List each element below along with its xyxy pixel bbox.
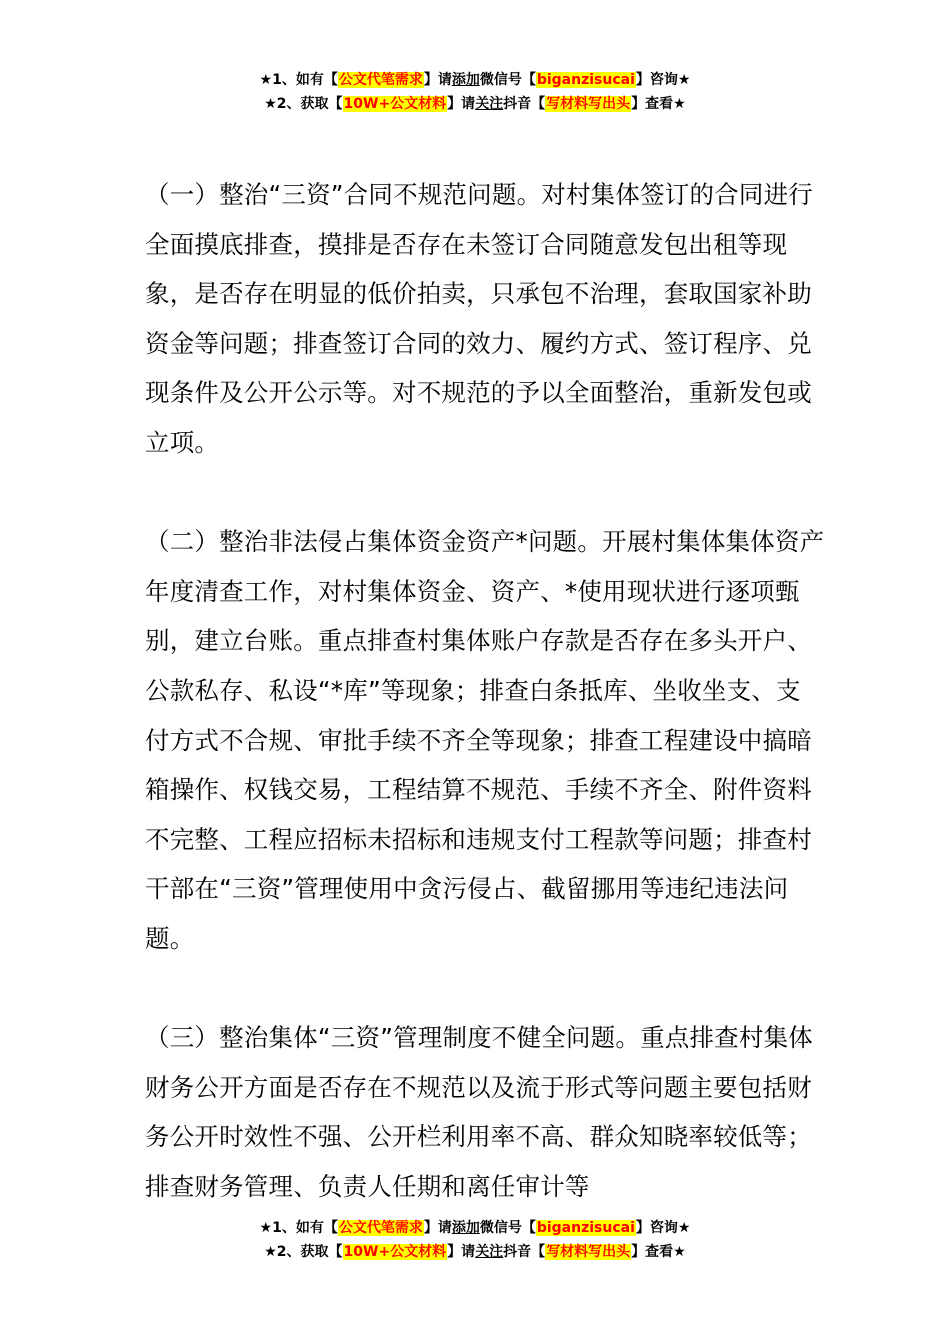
header-banner xyxy=(0,68,950,116)
banner-text: 抖音【 xyxy=(503,1244,546,1260)
banner-text: 】请 xyxy=(423,1220,452,1236)
banner-highlight: 10W+公文材料 xyxy=(343,1244,447,1260)
banner-text: 】查看★ xyxy=(631,96,686,112)
banner-text: 】咨询★ xyxy=(635,72,691,88)
banner-text: 】请 xyxy=(447,1244,476,1260)
paragraph-1: （一）整治“三资”合同不规范问题。对村集体签订的合同进行全面摸底排查，摸排是否存在未签订合同随意发包出租等现象，是否存在明显的低价拍卖，只承包不治理，套取国家补助资金等问题；排查签订合同的效力、履约方式、签订程序、兑现条件及公开公示等。对不规范的予以全面整治，重新发包或立项。 xyxy=(145,180,813,457)
banner-text: ★1、如有【 xyxy=(259,1220,338,1236)
banner-highlight: 公文代笔需求 xyxy=(338,72,423,88)
footer-banner xyxy=(0,1216,950,1264)
banner-highlight: 写材料写出头 xyxy=(546,96,631,112)
banner-underline: 添加 xyxy=(451,1220,480,1236)
banner-highlight: biganzisucai xyxy=(536,1220,635,1236)
banner-highlight: 10W+公文材料 xyxy=(343,96,447,112)
banner-text: 微信号【 xyxy=(479,72,536,88)
banner-text: ★1、如有【 xyxy=(259,72,338,88)
document-body xyxy=(145,170,825,1261)
banner-highlight: 写材料写出头 xyxy=(546,1244,631,1260)
banner-text: 抖音【 xyxy=(503,96,546,112)
banner-highlight: 公文代笔需求 xyxy=(338,1220,423,1236)
banner-underline: 添加 xyxy=(451,72,480,88)
banner-text: 】咨询★ xyxy=(635,1220,691,1236)
banner-text: 】请 xyxy=(423,72,452,88)
banner-text: 微信号【 xyxy=(479,1220,536,1236)
paragraph-2: （二）整治非法侵占集体资金资产*问题。开展村集体集体资产年度清查工作，对村集体资金、资产、*使用现状进行逐项甄别，建立台账。重点排查村集体账户存款是否存在多头开户、公款私存、私设“*库”等现象；排查白条抵库、坐收坐支、支付方式不合规、审批手续不齐全等现象；排查工程建设中搞暗箱操作、权钱交易，工程结算不规范、手续不齐全、附件资料不完整、工程应招标未招标和违规支付工程款等问题；排查村干部在“三资”管理使用中贪污侵占、截留挪用等违纪违法问题。 xyxy=(145,527,825,953)
banner-text: ★2、获取【 xyxy=(264,96,343,112)
banner-line-2 xyxy=(0,1240,950,1264)
banner-text: ★2、获取【 xyxy=(264,1244,343,1260)
banner-text: 】请 xyxy=(447,96,476,112)
banner-underline: 关注 xyxy=(475,96,504,112)
banner-line-1 xyxy=(0,68,950,92)
banner-line-2 xyxy=(0,92,950,116)
banner-line-1 xyxy=(0,1216,950,1240)
banner-underline: 关注 xyxy=(475,1244,504,1260)
banner-highlight: biganzisucai xyxy=(536,72,635,88)
paragraph-3: （三）整治集体“三资”管理制度不健全问题。重点排查村集体财务公开方面是否存在不规范以及流于形式等问题主要包括财务公开时效性不强、公开栏利用率不高、群众知晓率较低等；排查财务管理、负责人任期和离任审计等 xyxy=(145,1023,813,1201)
banner-text: 】查看★ xyxy=(631,1244,686,1260)
